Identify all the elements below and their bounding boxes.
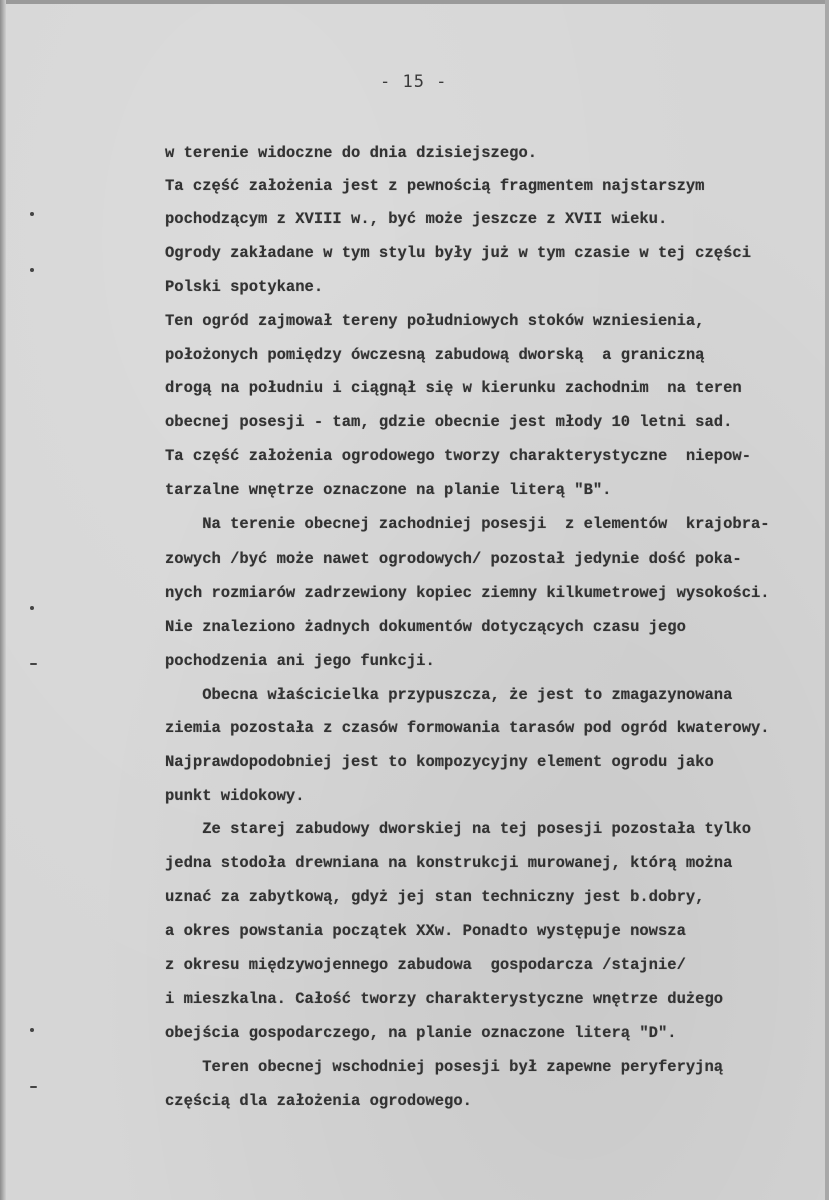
text-line: Najprawdopodobniej jest to kompozycyjny element ogrodu jako [165,753,714,771]
margin-mark [30,663,37,665]
text-line: zowych /być może nawet ogrodowych/ pozostał jedynie dość poka- [165,550,742,568]
page-right-edge [825,0,829,1200]
margin-mark [30,268,34,272]
text-line: jedna stodoła drewniana na konstrukcji murowanej, którą można [165,854,733,872]
margin-mark [30,1028,34,1032]
text-line: Na terenie obecnej zachodniej posesji z elementów krajobra- [165,515,770,533]
text-line: z okresu międzywojennego zabudowa gospodarcza /stajnie/ [165,956,686,974]
text-line: i mieszkalna. Całość tworzy charakterystyczne wnętrze dużego [165,990,724,1008]
text-line: Nie znaleziono żadnych dokumentów dotyczących czasu jego [165,618,686,636]
text-line: obejścia gospodarczego, na planie oznaczone literą "D". [165,1024,677,1042]
page-left-edge [0,0,6,1200]
text-line: Ta część założenia ogrodowego tworzy charakterystyczne niepow- [165,447,751,465]
text-line: a okres powstania początek XXw. Ponadto występuje nowsza [165,922,686,940]
text-line: obecnej posesji - tam, gdzie obecnie jest młody 10 letni sad. [165,413,733,431]
text-line: pochodzenia ani jego funkcji. [165,652,435,670]
margin-mark [30,1086,37,1088]
text-line: drogą na południu i ciągnął się w kierunku zachodnim na teren [165,379,742,397]
text-line: położonych pomiędzy ówczesną zabudową dworską a graniczną [165,346,705,364]
text-line: Teren obecnej wschodniej posesji był zapewne peryferyjną [165,1058,724,1076]
text-line: częścią dla założenia ogrodowego. [165,1092,472,1110]
text-line: nych rozmiarów zadrzewiony kopiec ziemny kilkumetrowej wysokości. [165,584,770,602]
text-line: Ze starej zabudowy dworskiej na tej posesji pozostała tylko [165,820,751,838]
text-line: w terenie widoczne do dnia dzisiejszego. [165,144,538,162]
text-line: ziemia pozostała z czasów formowania tarasów pod ogród kwaterowy. [165,719,770,737]
text-line: tarzalne wnętrze oznaczone na planie literą "B". [165,481,612,499]
text-line: Ogrody zakładane w tym stylu były już w tym czasie w tej części [165,244,751,262]
text-line: uznać za zabytkową, gdyż jej stan techniczny jest b.dobry, [165,888,705,906]
text-line: punkt widokowy. [165,787,305,805]
text-line: Polski spotykane. [165,278,324,296]
margin-mark [30,212,34,216]
text-line: Ta część założenia jest z pewnością fragmentem najstarszym [165,177,705,195]
text-line: Ten ogród zajmował tereny południowych stoków wzniesienia, [165,312,705,330]
text-line: Obecna właścicielka przypuszcza, że jest to zmagazynowana [165,686,733,704]
margin-mark [30,606,34,610]
text-line: pochodzącym z XVIII w., być może jeszcze z XVII wieku. [165,210,668,228]
page-number: - 15 - [380,72,448,92]
page-top-edge [0,0,829,4]
